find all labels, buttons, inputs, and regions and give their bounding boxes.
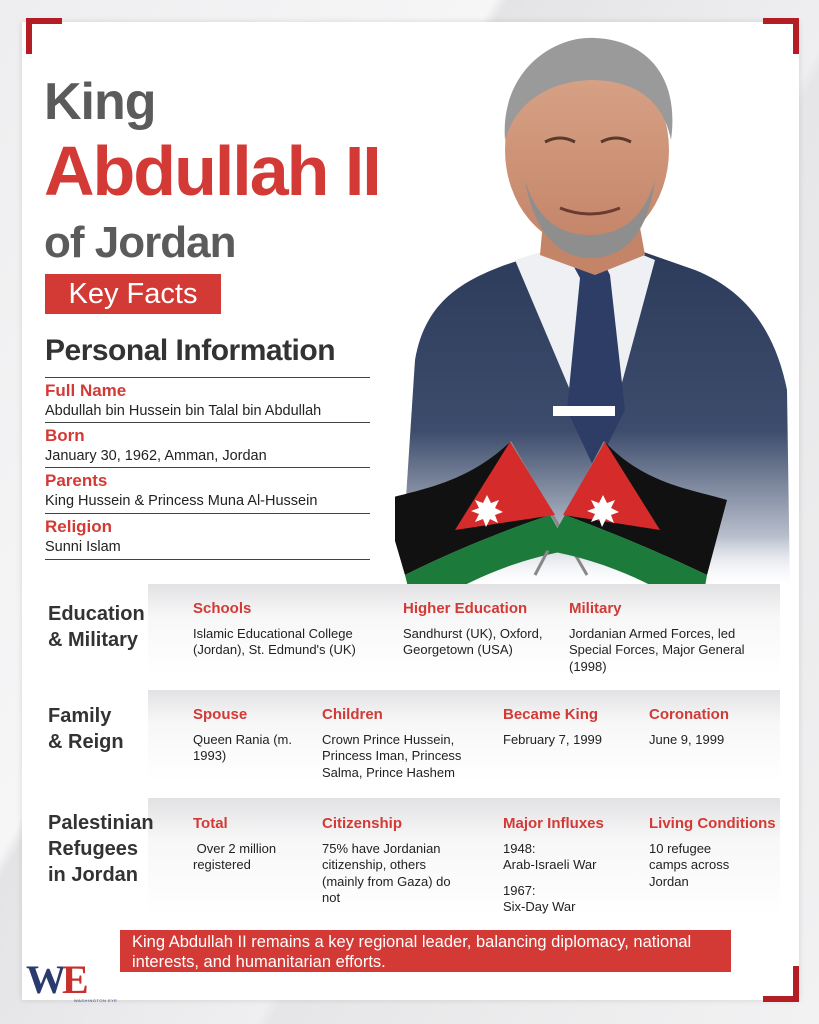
footer-banner: King Abdullah II remains a key regional leader, balancing diplomacy, national interests, and humanitarian efforts.	[120, 930, 731, 972]
col-text: June 9, 1999	[649, 732, 725, 747]
education-section-title: Education & Military	[48, 603, 145, 651]
col-heading: Living Conditions	[649, 815, 776, 832]
key-facts-badge: Key Facts	[45, 274, 221, 314]
washington-eye-logo	[26, 958, 126, 1002]
col-heading: Became King	[503, 706, 599, 723]
col-text: Islamic Educational College (Jordan), St. Edmund's (UK)	[193, 626, 356, 658]
refugees-col-citizenship	[322, 815, 462, 906]
refugees-col-living	[649, 815, 779, 890]
col-text: Over 2 million registered	[193, 841, 280, 873]
col-text: February 7, 1999	[503, 732, 603, 747]
personal-item-value: Abdullah bin Hussein bin Talal bin Abdullah	[45, 403, 322, 419]
personal-item-label: Religion	[45, 517, 113, 536]
col-heading: Children	[322, 706, 383, 723]
personal-item-label: Born	[45, 426, 85, 445]
col-text: Jordanian Armed Forces, led Special Forces, Major General (1998)	[569, 626, 745, 674]
title-king: King	[44, 73, 156, 131]
refugees-section-title: Palestinian Refugees in Jordan	[48, 812, 154, 886]
personal-info-heading: Personal Information	[45, 334, 336, 367]
refugees-col-influxes	[503, 815, 638, 915]
col-heading: Spouse	[193, 706, 248, 723]
col-heading: Higher Education	[403, 600, 528, 617]
col-text: Sandhurst (UK), Oxford, Georgetown (USA)	[403, 626, 543, 658]
family-col-spouse	[193, 706, 303, 765]
personal-item-value: January 30, 1962, Amman, Jordan	[45, 448, 267, 464]
col-text: 10 refugee camps across Jordan	[649, 841, 730, 889]
personal-item-full-name	[45, 377, 370, 419]
family-col-coronation	[649, 706, 729, 748]
personal-item-label: Full Name	[45, 381, 127, 400]
col-text: 1967: Six-Day War	[503, 882, 576, 914]
col-text: 1948: Arab-Israeli War	[503, 841, 597, 873]
personal-item-born	[45, 422, 370, 464]
logo-e: E	[62, 957, 85, 1002]
logo-letters	[26, 958, 126, 1002]
corner-top-left	[26, 18, 62, 54]
col-heading: Major Influxes	[503, 815, 604, 832]
col-heading: Citizenship	[322, 815, 403, 832]
col-heading: Coronation	[649, 706, 729, 723]
title-name: Abdullah II	[44, 132, 380, 210]
col-text: Crown Prince Hussein, Princess Iman, Princess Salma, Prince Hashem	[322, 732, 462, 780]
personal-item-parents	[45, 467, 370, 509]
col-heading: Schools	[193, 600, 252, 617]
education-col-higher	[403, 600, 553, 659]
col-heading: Military	[569, 600, 622, 617]
col-text: Queen Rania (m. 1993)	[193, 732, 292, 764]
col-text: 75% have Jordanian citizenship, others (mainly from Gaza) do not	[322, 841, 451, 905]
personal-item-religion	[45, 513, 370, 560]
portrait-illustration	[395, 30, 790, 590]
family-section-title: Family & Reign	[48, 705, 124, 753]
col-heading: Total	[193, 815, 228, 832]
title-of-jordan: of Jordan	[44, 218, 236, 267]
corner-bottom-right	[763, 966, 799, 1002]
family-col-children	[322, 706, 487, 781]
personal-item-label: Parents	[45, 471, 108, 490]
personal-item-value: Sunni Islam	[45, 539, 121, 555]
logo-subtitle: WASHINGTON EYE	[74, 998, 118, 1003]
family-col-became-king	[503, 706, 603, 748]
education-col-military	[569, 600, 754, 675]
personal-item-value: King Hussein & Princess Muna Al-Hussein	[45, 493, 318, 509]
logo-w: W	[26, 957, 62, 1002]
education-col-schools	[193, 600, 383, 659]
refugees-col-total	[193, 815, 303, 874]
